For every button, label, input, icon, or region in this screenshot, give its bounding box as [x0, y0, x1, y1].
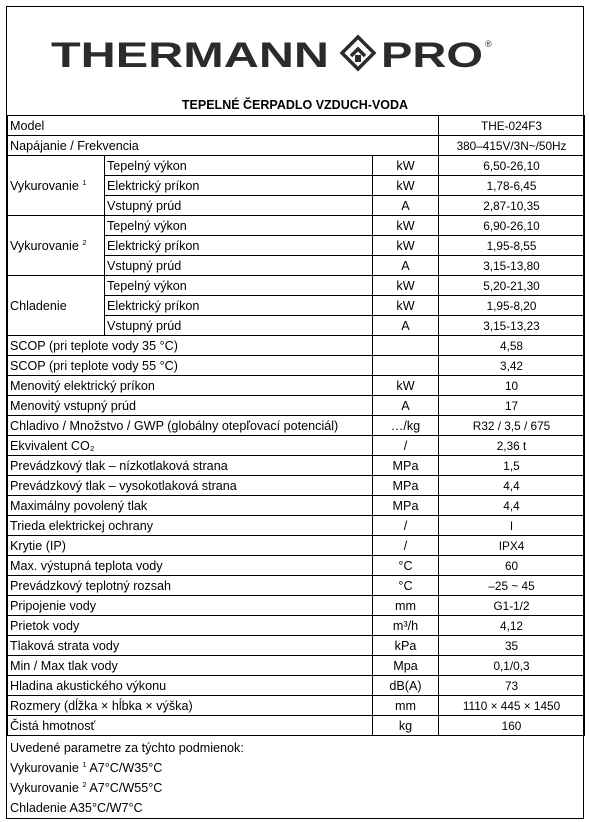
param-label: Tepelný výkon: [105, 156, 373, 176]
param-value: 2,87-10,35: [439, 196, 585, 216]
row-value: 4,4: [439, 496, 585, 516]
table-row: [8, 216, 585, 236]
row-label: Menovitý vstupný prúd: [8, 396, 373, 416]
param-unit: A: [373, 256, 439, 276]
note-condition: A35°C/W7°C: [69, 801, 143, 815]
table-row: [8, 276, 585, 296]
note-item: [10, 759, 244, 779]
group-label-text: Chladenie: [10, 298, 67, 313]
row-unit: kg: [373, 716, 439, 736]
row-unit: [373, 136, 439, 156]
row-label: Max. výstupná teplota vody: [8, 556, 373, 576]
param-label: Elektrický príkon: [105, 176, 373, 196]
table-row: [8, 656, 585, 676]
logo-text-left: THERMANN: [51, 36, 329, 75]
table-row: [8, 576, 585, 596]
param-label: Tepelný výkon: [105, 276, 373, 296]
row-unit: dB(A): [373, 676, 439, 696]
row-unit: [373, 116, 439, 136]
footnote-marker: 1: [82, 177, 87, 187]
registered-mark: ®: [485, 39, 492, 49]
param-value: 1,95-8,20: [439, 296, 585, 316]
group-label: [8, 156, 105, 216]
row-value: 0,1/0,3: [439, 656, 585, 676]
row-value: IPX4: [439, 536, 585, 556]
row-value: 10: [439, 376, 585, 396]
table-row: [8, 496, 585, 516]
table-row: [8, 336, 585, 356]
row-label: Prevádzkový tlak – vysokotlaková strana: [8, 476, 373, 496]
param-unit: kW: [373, 176, 439, 196]
table-row: [8, 596, 585, 616]
row-unit: mm: [373, 696, 439, 716]
row-label: Rozmery (dĺžka × hĺbka × výška): [8, 696, 373, 716]
row-value: 3,42: [439, 356, 585, 376]
conditions-notes: [10, 739, 244, 815]
param-label: Elektrický príkon: [105, 236, 373, 256]
group-label: [8, 276, 105, 336]
row-unit: MPa: [373, 456, 439, 476]
param-unit: kW: [373, 296, 439, 316]
row-value: R32 / 3,5 / 675: [439, 416, 585, 436]
table-row: [8, 456, 585, 476]
param-unit: kW: [373, 156, 439, 176]
row-value: –25 ~ 45: [439, 576, 585, 596]
row-value: 4,12: [439, 616, 585, 636]
note-condition: A7°C/W55°C: [89, 781, 163, 795]
row-label: Čistá hmotnosť: [8, 716, 373, 736]
table-row: [8, 416, 585, 436]
row-label: Model: [8, 116, 373, 136]
row-unit: [373, 336, 439, 356]
row-label: Napájanie / Frekvencia: [8, 136, 373, 156]
table-row: [8, 676, 585, 696]
param-unit: A: [373, 316, 439, 336]
spec-sheet: [6, 6, 584, 819]
thermann-pro-logo: [7, 23, 583, 83]
row-value: I: [439, 516, 585, 536]
row-label: Prevádzkový teplotný rozsah: [8, 576, 373, 596]
row-value: G1-1/2: [439, 596, 585, 616]
table-row: [8, 376, 585, 396]
row-value: 4,4: [439, 476, 585, 496]
table-row: [8, 556, 585, 576]
table-row: [8, 136, 585, 156]
param-value: 6,50-26,10: [439, 156, 585, 176]
row-unit: kW: [373, 376, 439, 396]
row-unit: MPa: [373, 496, 439, 516]
param-label: Vstupný prúd: [105, 256, 373, 276]
row-value: THE-024F3: [439, 116, 585, 136]
param-unit: A: [373, 196, 439, 216]
table-row: [8, 516, 585, 536]
param-unit: kW: [373, 216, 439, 236]
table-row: [8, 616, 585, 636]
table-row: [8, 696, 585, 716]
row-value: 380–415V/3N~/50Hz: [439, 136, 585, 156]
table-row: [8, 436, 585, 456]
row-label: Krytie (IP): [8, 536, 373, 556]
param-label: Elektrický príkon: [105, 296, 373, 316]
table-row: [8, 536, 585, 556]
row-unit: Mpa: [373, 656, 439, 676]
spec-table: [7, 115, 585, 736]
table-row: [8, 116, 585, 136]
row-label: Hladina akustického výkonu: [8, 676, 373, 696]
row-unit: kPa: [373, 636, 439, 656]
row-unit: °C: [373, 576, 439, 596]
param-value: 3,15-13,80: [439, 256, 585, 276]
param-value: 6,90-26,10: [439, 216, 585, 236]
table-row: [8, 156, 585, 176]
row-label: SCOP (pri teplote vody 55 °C): [8, 356, 373, 376]
notes-intro: Uvedené parametre za týchto podmienok:: [10, 741, 244, 755]
row-value: 1,5: [439, 456, 585, 476]
house-emblem-icon: [342, 37, 374, 69]
note-label: Vykurovanie: [10, 761, 79, 775]
row-label: Prevádzkový tlak – nízkotlaková strana: [8, 456, 373, 476]
row-value: 1110 × 445 × 1450: [439, 696, 585, 716]
row-unit: mm: [373, 596, 439, 616]
group-label-text: Vykurovanie: [10, 178, 79, 193]
param-unit: kW: [373, 276, 439, 296]
row-label: Menovitý elektrický príkon: [8, 376, 373, 396]
param-unit: kW: [373, 236, 439, 256]
param-label: Vstupný prúd: [105, 316, 373, 336]
row-unit: m³/h: [373, 616, 439, 636]
row-label: Trieda elektrickej ochrany: [8, 516, 373, 536]
param-value: 3,15-13,23: [439, 316, 585, 336]
logo-text-right: PRO: [381, 36, 483, 75]
param-label: Tepelný výkon: [105, 216, 373, 236]
row-label: Ekvivalent CO₂: [8, 436, 373, 456]
row-unit: °C: [373, 556, 439, 576]
row-unit: [373, 356, 439, 376]
footnote-marker: 1: [82, 759, 87, 769]
row-value: 160: [439, 716, 585, 736]
param-value: 1,78-6,45: [439, 176, 585, 196]
row-label: Maximálny povolený tlak: [8, 496, 373, 516]
param-label: Vstupný prúd: [105, 196, 373, 216]
note-label: Chladenie: [10, 801, 67, 815]
document-title: TEPELNÉ ČERPADLO VZDUCH-VODA: [181, 98, 409, 112]
row-unit: /: [373, 436, 439, 456]
row-label: SCOP (pri teplote vody 35 °C): [8, 336, 373, 356]
row-unit: /: [373, 516, 439, 536]
note-condition: A7°C/W35°C: [89, 761, 163, 775]
row-unit: …/kg: [373, 416, 439, 436]
footnote-marker: 2: [82, 779, 87, 789]
note-label: Vykurovanie: [10, 781, 79, 795]
table-row: [8, 396, 585, 416]
row-value: 17: [439, 396, 585, 416]
note-item: [10, 779, 244, 799]
footnote-marker: 2: [82, 237, 87, 247]
table-row: [8, 636, 585, 656]
row-unit: A: [373, 396, 439, 416]
row-value: 4,58: [439, 336, 585, 356]
param-value: 1,95-8,55: [439, 236, 585, 256]
table-row: [8, 716, 585, 736]
row-label: Pripojenie vody: [8, 596, 373, 616]
row-value: 2,36 t: [439, 436, 585, 456]
group-label-text: Vykurovanie: [10, 238, 79, 253]
row-unit: MPa: [373, 476, 439, 496]
row-label: Min / Max tlak vody: [8, 656, 373, 676]
group-label: [8, 216, 105, 276]
table-row: [8, 476, 585, 496]
row-unit: /: [373, 536, 439, 556]
row-value: 35: [439, 636, 585, 656]
row-value: 60: [439, 556, 585, 576]
row-value: 73: [439, 676, 585, 696]
param-value: 5,20-21,30: [439, 276, 585, 296]
table-row: [8, 356, 585, 376]
note-item: [10, 799, 244, 819]
row-label: Prietok vody: [8, 616, 373, 636]
row-label: Chladivo / Množstvo / GWP (globálny otepľovací potenciál): [8, 416, 373, 436]
row-label: Tlaková strata vody: [8, 636, 373, 656]
